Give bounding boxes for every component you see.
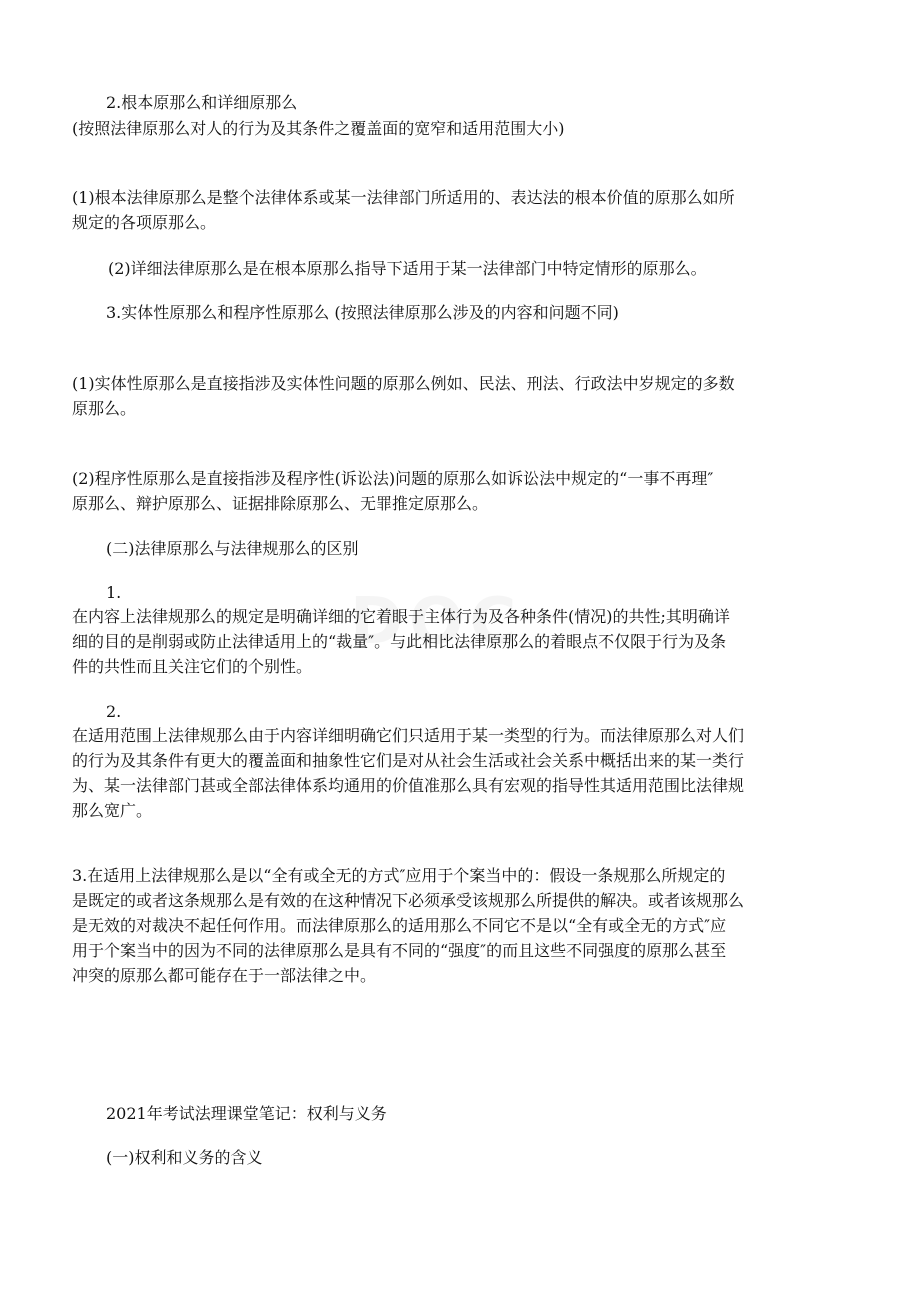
text-line: 在内容上法律规那么的规定是明确详细的它着眼于主体行为及各种条件(情况)的共性;其明确详 (72, 607, 730, 626)
list-marker-2: 2. (106, 702, 122, 721)
text-line: 的行为及其条件有更大的覆盖面和抽象性它们是对从社会生活或社会关系中概括出来的某一类行 (72, 751, 745, 770)
section-heading-note: (按照法律原那么对人的行为及其条件之覆盖面的宽窄和适用范围大小) (72, 119, 565, 138)
text-line: 冲突的原那么都可能存在于一部法律之中。 (72, 966, 377, 985)
section-heading-substantive: 3.实体性原那么和程序性原那么 (按照法律原那么涉及的内容和问题不同) (106, 303, 619, 322)
paragraph-detail-principle: (2)详细法律原那么是在根本原那么指导下适用于某一法律部门中特定情形的原那么。 (108, 259, 707, 278)
text-line: 原那么。 (72, 399, 137, 418)
text-line: 是既定的或者这条规那么是有效的在这种情况下必须承受该规那么所提供的解决。或者该规那么 (72, 891, 745, 910)
text-line: 在适用范围上法律规那么由于内容详细明确它们只适用于某一类型的行为。而法律原那么对人们 (72, 726, 745, 745)
paragraph-procedural (72, 466, 862, 516)
text-line: 那么宽广。 (72, 801, 153, 820)
paragraph-application-difference (72, 863, 862, 988)
text-line: 件的共性而且关注它们的个别性。 (72, 657, 313, 676)
text-line: 规定的各项原那么。 (72, 213, 217, 232)
text-line: 用于个案当中的因为不同的法律原那么是具有不同的“强度″的而且这些不同强度的原那么甚至 (72, 941, 727, 960)
text-line: (1)实体性原那么是直接指涉及实体性问题的原那么例如、民法、刑法、行政法中岁规定的多数 (72, 374, 735, 393)
text-line: 细的目的是削弱或防止法律适用上的“裁量″。与此相比法律原那么的着眼点不仅限于行为及条 (72, 632, 727, 651)
text-line: 3.在适用上法律规那么是以“全有或全无的方式″应用于个案当中的：假设一条规那么所规定的 (72, 866, 726, 885)
text-line: 原那么、辩护原那么、证据排除原那么、无罪推定原那么。 (72, 494, 489, 513)
section-heading-meaning: (一)权利和义务的含义 (106, 1148, 263, 1167)
paragraph-scope-difference (72, 723, 862, 823)
paragraph-basic-principle (72, 185, 862, 235)
section-heading-basic-detail: 2.根本原那么和详细原那么 (106, 93, 298, 112)
section-heading-difference: (二)法律原那么与法律规那么的区别 (106, 539, 359, 558)
text-line: 为、某一法律部门甚或全部法律体系均通用的价值准那么具有宏观的指导性其适用范围比法律规 (72, 776, 745, 795)
paragraph-substantive (72, 371, 862, 421)
text-line: (2)程序性原那么是直接指涉及程序性(诉讼法)问题的原那么如诉讼法中规定的“一事不再理″ (72, 469, 714, 488)
text-line: 是无效的对裁决不起任何作用。而法律原那么的适用那么不同它不是以“全有或全无的方式″应 (72, 916, 727, 935)
list-marker-1: 1. (106, 583, 122, 602)
text-line: (1)根本法律原那么是整个法律体系或某一法律部门所适用的、表达法的根本价值的原那么如所 (72, 188, 735, 207)
notes-title: 2021年考试法理课堂笔记：权利与义务 (106, 1104, 387, 1123)
paragraph-content-difference (72, 604, 862, 679)
